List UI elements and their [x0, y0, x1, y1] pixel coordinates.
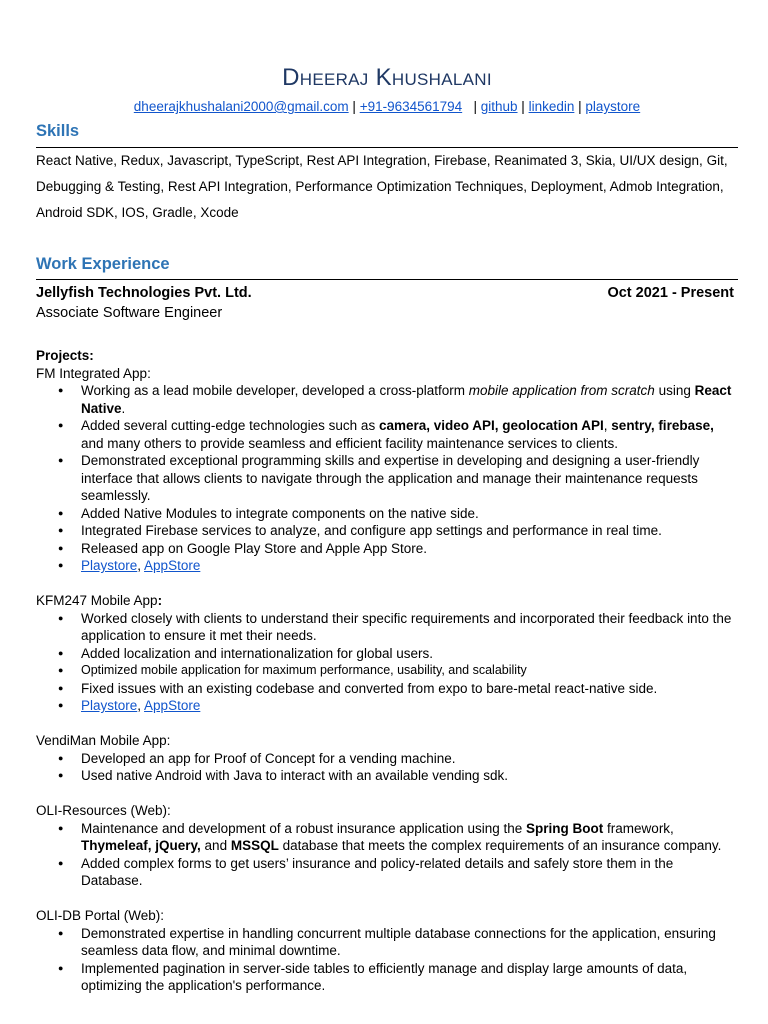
list-item: ● Added localization and internationalization for global users.: [36, 645, 738, 663]
project-fm-integrated: [36, 365, 738, 575]
list-item: ● Used native Android with Java to interact with an available vending sdk.: [36, 767, 738, 785]
list-item: ● Playstore, AppStore: [36, 557, 738, 575]
project-oli-resources: [36, 802, 738, 890]
list-item: ● Optimized mobile application for maximum performance, usability, and scalability: [36, 662, 738, 680]
project-title: OLI-Resources (Web):: [36, 803, 171, 818]
company-name: Jellyfish Technologies Pvt. Ltd.: [36, 285, 252, 301]
project-kfm247: [36, 592, 738, 715]
list-item: ● Implemented pagination in server-side tables to efficiently manage and display large amounts of data, optimizing the application's performance.: [36, 960, 738, 995]
list-item: ● Working as a lead mobile developer, developed a cross-platform mobile application from scratch using React Native.: [36, 382, 738, 417]
playstore-link[interactable]: Playstore: [81, 558, 138, 573]
list-item: ● Added several cutting-edge technologies such as camera, video API, geolocation API, sentry, firebase, and many others to provide seamless and efficient facility maintenance services to clients.: [36, 417, 738, 452]
appstore-link[interactable]: AppStore: [144, 558, 201, 573]
work-experience-heading: Work Experience: [36, 255, 170, 273]
job-role: Associate Software Engineer: [36, 305, 223, 321]
project-vendiman: [36, 732, 738, 785]
project-bullets: [36, 750, 738, 785]
playstore-link[interactable]: Playstore: [81, 698, 138, 713]
projects-label: Projects:: [36, 348, 94, 363]
list-item: ● Demonstrated expertise in handling concurrent multiple database connections for the application, ensuring seamless data flow, and minimal downtime.: [36, 925, 738, 960]
list-item: ● Worked closely with clients to understand their specific requirements and incorporated their feedback into the application to ensure it met their needs.: [36, 610, 738, 645]
list-item: ● Released app on Google Play Store and Apple App Store.: [36, 540, 738, 558]
list-item: ● Integrated Firebase services to analyze, and configure app settings and performance in real time.: [36, 522, 738, 540]
list-item: ● Developed an app for Proof of Concept for a vending machine.: [36, 750, 738, 768]
separator: |: [521, 99, 525, 114]
skills-list: React Native, Redux, Javascript, TypeScript, Rest API Integration, Firebase, Reanimated 3, Skia, UI/UX design, Git, Debugging & Testing, Rest API Integration, Performance Optimization Techniques, Deployment, Admob Integration, Android SDK, IOS, Gradle, Xcode: [36, 153, 728, 220]
project-oli-db-portal: [36, 907, 738, 995]
linkedin-link[interactable]: linkedin: [528, 99, 575, 114]
job-header: [36, 285, 738, 301]
appstore-link[interactable]: AppStore: [144, 698, 201, 713]
github-link[interactable]: github: [480, 99, 518, 114]
email-link[interactable]: dheerajkhushalani2000@gmail.com: [133, 99, 349, 114]
playstore-link[interactable]: playstore: [585, 99, 641, 114]
contact-line: [36, 99, 738, 114]
project-bullets: [36, 382, 738, 575]
phone-link[interactable]: +91-9634561794: [359, 99, 463, 114]
project-title: KFM247 Mobile App:: [36, 593, 163, 608]
project-title: FM Integrated App:: [36, 365, 151, 381]
project-title: OLI-DB Portal (Web):: [36, 908, 165, 923]
separator: |: [352, 99, 356, 114]
project-title: VendiMan Mobile App:: [36, 733, 171, 748]
skills-heading: Skills: [36, 122, 80, 140]
list-item: ● Added complex forms to get users’ insurance and policy-related details and safely store them in the Database.: [36, 855, 738, 890]
project-bullets: [36, 925, 738, 995]
project-bullets: [36, 820, 738, 890]
list-item: ● Added Native Modules to integrate components on the native side.: [36, 505, 738, 523]
separator: |: [578, 99, 582, 114]
work-experience-divider: [36, 279, 738, 280]
project-bullets: [36, 610, 738, 715]
projects-block: [36, 347, 738, 995]
list-item: ● Maintenance and development of a robust insurance application using the Spring Boot framework, Thymeleaf, jQuery, and MSSQL database that meets the complex requirements of an insurance company.: [36, 820, 738, 855]
list-item: ● Fixed issues with an existing codebase and converted from expo to bare-metal react-native side.: [36, 680, 738, 698]
separator: |: [473, 99, 477, 114]
candidate-name: Dheeraj Khushalani: [282, 64, 492, 91]
list-item: ● Playstore, AppStore: [36, 697, 738, 715]
list-item: ● Demonstrated exceptional programming skills and expertise in developing and designing a user-friendly interface that allows clients to navigate through the application and manage their maintenance requests seamlessly.: [36, 452, 738, 505]
job-dates: Oct 2021 - Present: [607, 285, 734, 301]
